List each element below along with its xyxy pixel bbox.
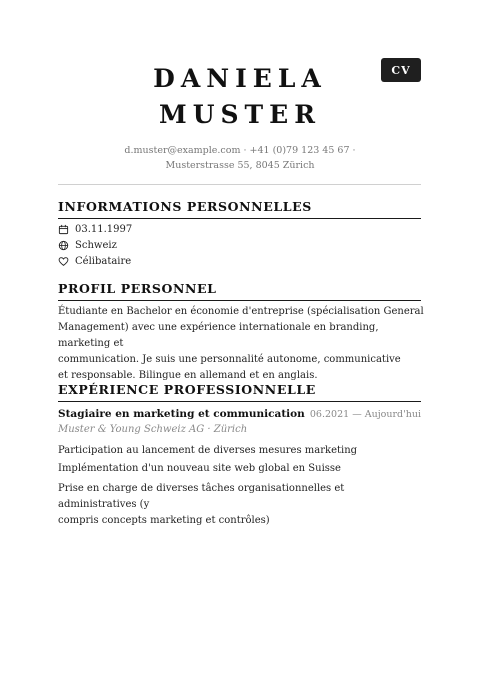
job-task-line: Prise en charge de diverses tâches organisationnelles et administratives (y <box>58 483 345 510</box>
personal-birthdate <box>58 222 132 236</box>
profile-line: Étudiante en Bachelor en économie d'entreprise (spécialisation General <box>58 306 424 317</box>
personal-civil-status <box>58 254 131 268</box>
calendar-icon <box>58 224 69 235</box>
job-company: Muster & Young Schweiz AG · Zürich <box>58 424 248 435</box>
job-date: 06.2021 — Aujourd'hui <box>309 409 421 420</box>
cv-badge: CV <box>381 58 421 82</box>
name-last: MUSTER <box>159 100 321 129</box>
heart-icon <box>58 256 69 267</box>
personal-civil-status-text: Célibataire <box>75 255 132 267</box>
job-task: Implémentation d'un nouveau site web global en Suisse <box>58 463 341 474</box>
contact-address: Musterstrasse 55, 8045 Zürich <box>165 160 315 171</box>
section-title-profile: PROFIL PERSONNEL <box>58 281 421 301</box>
profile-text <box>58 304 424 384</box>
section-title-experience: EXPÉRIENCE PROFESSIONNELLE <box>58 382 421 402</box>
profile-line: et responsable. Bilingue en allemand et en anglais. <box>58 370 318 381</box>
job-task: Participation au lancement de diverses mesures marketing <box>58 445 358 456</box>
contact-email-phone: d.muster@example.com · +41 (0)79 123 45 67 · <box>124 145 356 156</box>
globe-icon <box>58 240 69 251</box>
job-title: Stagiaire en marketing et communication <box>58 408 305 420</box>
profile-line: Management) avec une expérience internationale en branding, marketing et <box>58 322 379 349</box>
job-task <box>58 481 424 529</box>
job-task-line: compris concepts marketing et contrôles) <box>58 515 270 526</box>
profile-line: communication. Je suis une personnalité autonome, communicative <box>58 354 401 365</box>
name-first: DANIELA <box>153 64 327 93</box>
personal-nationality <box>58 238 117 252</box>
personal-nationality-text: Schweiz <box>75 239 117 251</box>
header-divider <box>58 184 421 185</box>
section-title-personal: INFORMATIONS PERSONNELLES <box>58 199 421 219</box>
personal-birthdate-text: 03.11.1997 <box>75 223 133 235</box>
